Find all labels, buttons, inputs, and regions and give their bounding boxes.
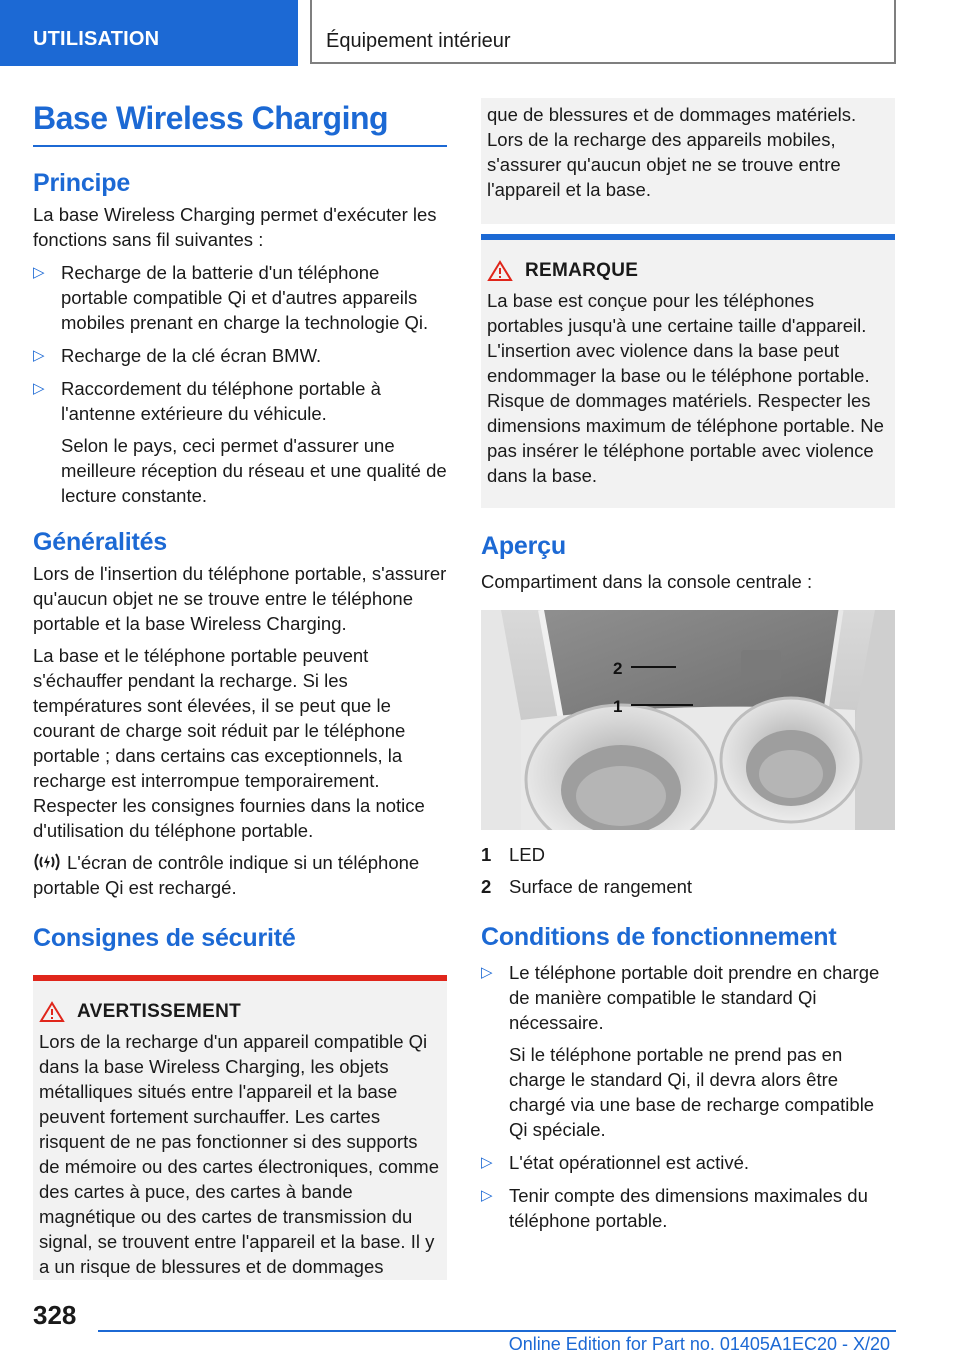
list-item: ▷ Le téléphone portable doit prendre en charge de manière compatible le standard Qi nécessaire. Si le téléphone portable ne prend pas en charge le standard Qi, il devra alors être chargé via une base de recharge compatible Qi spéciale. (481, 960, 895, 1142)
list-item-note: Selon le pays, ceci permet d'assurer une meilleure réception du réseau et une qualité de lecture constante. (61, 435, 447, 506)
list-item: ▷ L'état opérationnel est activé. (481, 1152, 750, 1173)
list-item: ▷ Recharge de la batterie d'un téléphone portable compatible Qi et d'autres appareils mobiles prenant en charge la technologie Qi. (33, 262, 429, 333)
right-column (481, 100, 895, 1233)
triangle-bullet-icon: ▷ (33, 264, 45, 281)
page-footer (0, 1290, 960, 1362)
page-number: 328 (33, 1300, 77, 1330)
generalites-p2: La base et le téléphone portable peuvent s'échauffer pendant la recharge. Si les températures sont élevées, il se peut que le courant de charge soit réduit par le téléphone portable ; dans certains cas exceptionnels, la recharge est interrompue temporairement. Respecter les consignes fournies dans la notice d'utilisation du téléphone portable. (33, 645, 425, 841)
note-box (481, 234, 895, 508)
heading-principe: Principe (33, 169, 131, 197)
heading-generalites: Généralités (33, 528, 167, 556)
list-item: ▷ Raccordement du téléphone portable à l'antenne extérieure du véhicule. Selon le pays, ceci permet d'assurer une meilleure réception du réseau et une qualité de lecture constante. (33, 378, 447, 506)
triangle-bullet-icon: ▷ (481, 1154, 493, 1171)
warning-text-continued: que de blessures et de dommages matériels. Lors de la recharge des appareils mobiles, s'assurer qu'aucun objet ne se trouve entre l'appareil et la base. (487, 104, 857, 200)
apercu-intro: Compartiment dans la console centrale : (481, 571, 813, 592)
triangle-bullet-icon: ▷ (33, 380, 45, 397)
footer-divider (98, 1330, 896, 1332)
triangle-bullet-icon: ▷ (481, 1187, 493, 1204)
callout-label-2: 2 (613, 659, 623, 678)
legend-item: 2 Surface de rangement (481, 876, 693, 897)
page-header (0, 0, 960, 66)
heading-apercu: Aperçu (481, 532, 566, 560)
chapter-title: Équipement intérieur (310, 0, 896, 64)
wireless-charging-icon (33, 852, 61, 872)
section-tab: UTILISATION (0, 0, 298, 66)
heading-conditions: Conditions de fonctionnement (481, 923, 837, 951)
list-item: ▷ Tenir compte des dimensions maximales du téléphone portable. (481, 1185, 868, 1231)
warning-triangle-icon (487, 260, 513, 282)
note-text: La base est conçue pour les téléphones portables jusqu'à une certaine taille d'appareil. L'insertion avec violence dans la base peut endommager la base ou le téléphone portable. Risque de dommages matériels. Respecter les dimensions maximum de téléphone portable. Ne pas insérer le téléphone portable avec violence dans la base. (487, 290, 884, 486)
callout-label-1: 1 (613, 697, 623, 716)
list-item: ▷ Recharge de la clé écran BMW. (33, 345, 322, 366)
triangle-bullet-icon: ▷ (33, 347, 45, 364)
center-console-image (481, 610, 895, 830)
image-legend (481, 842, 895, 899)
list-item-note: Si le téléphone portable ne prend pas en charge le standard Qi, il devra alors être chargé via une base de recharge compatible Qi spéciale. (509, 1044, 875, 1140)
principe-intro: La base Wireless Charging permet d'exécuter les fonctions sans fil suivantes : (33, 204, 437, 250)
note-title: REMARQUE (481, 240, 895, 282)
left-column (33, 100, 447, 1280)
warning-title: AVERTISSEMENT (33, 981, 447, 1023)
principe-list (33, 260, 447, 508)
edition-label: Online Edition for Part no. 01405A1EC20 - X/20 (508, 1334, 890, 1354)
warning-box (33, 975, 447, 1280)
page-title: Base Wireless Charging (33, 100, 447, 147)
generalites-p1: Lors de l'insertion du téléphone portable, s'assurer qu'aucun objet ne se trouve entre le téléphone portable et la base Wireless Charging. (33, 563, 447, 634)
triangle-bullet-icon: ▷ (481, 964, 493, 981)
console-illustration (481, 610, 895, 830)
warning-box-continued (481, 98, 895, 224)
heading-securite: Consignes de sécurité (33, 924, 296, 952)
generalites-p3: L'écran de contrôle indique si un téléphone portable Qi est rechargé. (33, 852, 420, 898)
conditions-list (481, 960, 895, 1233)
legend-item: 1 LED (481, 844, 545, 865)
warning-triangle-icon (39, 1001, 65, 1023)
warning-text: Lors de la recharge d'un appareil compatible Qi dans la base Wireless Charging, les objets métalliques situés entre l'appareil et la base peuvent fortement surchauffer. Les cartes risquent de ne pas fonctionner si des supports de mémoire ou des cartes électroniques, comme des cartes à puce, des cartes à bande magnétique ou des cartes de transmission du signal, se trouvent entre l'appareil et la base. Il y a un risque de blessures et de dommages (39, 1031, 439, 1277)
